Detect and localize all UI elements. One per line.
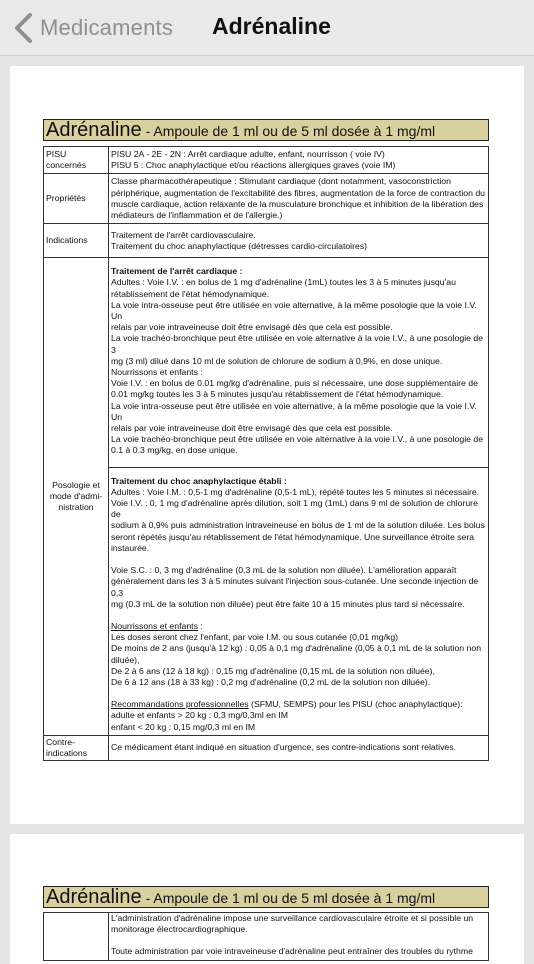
text-line: Classe pharmacothérapeutique : Stimulant cardiaque (dont notamment, vasoconstriction xyxy=(111,176,451,187)
section-title: Traitement de l'arrêt cardiaque : xyxy=(111,266,243,277)
enfants-heading xyxy=(111,621,486,632)
underlined-title: Recommandations professionnelles xyxy=(111,699,249,710)
chevron-left-icon xyxy=(10,10,36,46)
drug-name: Adrénaline xyxy=(46,886,142,908)
text-line: mg (3 ml) dilué dans 10 ml de solution de chlorure de sodium à 0,9%, en dose unique. xyxy=(111,355,443,366)
row-label-proprietes: Propriétés xyxy=(44,174,109,224)
drug-subtitle: - Ampoule de 1 ml ou de 5 ml dosée à 1 mg/ml xyxy=(145,123,436,139)
row-content-continued xyxy=(109,913,489,961)
text-line: La voie trachéo-bronchique peut être utilisée en voie alternative à la voie I.V., à une posologie de 3 xyxy=(111,333,484,355)
text-line: monitorage électrocardiographique. xyxy=(111,924,248,935)
text-line: adulte et enfants > 20 kg : 0,3 mg/0,3ml en IM xyxy=(111,710,288,721)
row-label-empty xyxy=(44,913,109,961)
drug-subtitle: - Ampoule de 1 ml ou de 5 ml dosée à 1 mg/ml xyxy=(145,890,436,906)
text-line: La voie trachéo-bronchique peut être utilisée en voie alternative à la voie I.V., à une posologie de xyxy=(111,434,484,445)
drug-header xyxy=(43,119,489,141)
table-row xyxy=(44,913,489,961)
text-line: sodium à 0,9% puis administration intraveineuse en bolus de 1 ml de la solution diluée. Les bolus xyxy=(111,520,485,531)
monograph-table-continued xyxy=(43,912,489,961)
text-line: relais par voie intraveineuse doit être envisagé dès que cela est possible. xyxy=(111,423,393,434)
table-row-pisu xyxy=(44,147,489,174)
drug-header xyxy=(43,886,489,908)
text-line: L'administration d'adrénaline impose une surveillance cardiovasculaire étroite et si possible un xyxy=(111,913,474,923)
row-content-pisu xyxy=(109,147,489,174)
row-label-pisu xyxy=(44,147,109,174)
text-line: Traitement de l'arrêt cardiovasculaire. xyxy=(111,229,256,240)
section-title: Traitement du choc anaphylactique établi : xyxy=(111,475,287,486)
table-row-posologie xyxy=(44,258,489,736)
text-line: La voie intra-osseuse peut être utilisée en voie alternative, à la même posologie que la voie I.V. Un xyxy=(111,400,477,422)
text-line: médiateurs de l'inflammation et de l'allergie.) xyxy=(111,210,283,221)
drug-name: Adrénaline xyxy=(46,119,142,141)
reco-heading xyxy=(111,699,486,710)
row-label-indications: Indications xyxy=(44,224,109,258)
text-line: périphérique, augmentation de l'excitabilité des fibres, augmentation de la force de contraction du xyxy=(111,187,486,198)
document-page-2 xyxy=(10,834,524,964)
text-line: La voie intra-osseuse peut être utilisée en voie alternative, à la même posologie que la voie I.V. Un xyxy=(111,299,477,322)
text-line: Voie S.C. : 0, 3 mg d'adrénaline (0,3 mL de la solution non diluée). L'amélioration apparaît xyxy=(111,565,457,576)
title-suffix: (SFMU, SEMPS) pour les PISU (choc anaphylactique): xyxy=(248,699,463,710)
back-button[interactable] xyxy=(10,8,173,48)
row-label-posologie xyxy=(44,258,109,736)
navigation-bar xyxy=(0,0,534,56)
label-line: concernés xyxy=(46,160,87,171)
text-line: Les doses seront chez l'enfant, par voie I.M. ou sous cutanée (0,01 mg/kg) xyxy=(111,632,399,643)
text-line: PISU 5 : Choc anaphylactique et/ou réactions allergiques graves (voie IM) xyxy=(111,160,396,171)
label-line: Contre- xyxy=(46,736,75,747)
text-line: muscle cardiaque, action relaxante de la musculature bronchique et inhibition de la libération des xyxy=(111,198,484,209)
text-line: seront répétés jusqu'au rétablissement de l'état hémodynamique. Une surveillance étroite sera xyxy=(111,531,475,542)
text-line: De 6 à 12 ans (18 à 33 kg) : 0,2 mg d'adrénaline (0,2 mL de la solution non diluée). xyxy=(111,676,431,687)
text-line: mg (0.3 mL de la solution non diluée) peut être faite 10 à 15 minutes plus tard si nécessaire. xyxy=(111,598,465,609)
text-line: généralement dans les 3 à 5 minutes suivant l'injection sous-cutanée. Une seconde injection de 0,3 xyxy=(111,576,479,598)
text-line: PISU 2A - 2E - 2N : Arrêt cardiaque adulte, enfant, nourrisson ( voie IV) xyxy=(111,149,385,159)
text-line: relais par voie intraveineuse doit être envisagé dès que cela est possible. xyxy=(111,322,393,333)
table-row-proprietes xyxy=(44,174,489,224)
spacer xyxy=(111,554,486,565)
text-line: instaurée. xyxy=(111,542,150,553)
label-line: Posologie et xyxy=(52,479,100,490)
page-title: Adrénaline xyxy=(212,13,331,39)
label-line: nistration xyxy=(58,502,94,513)
label-line: mode d'admi- xyxy=(49,490,103,501)
spacer xyxy=(111,610,486,621)
document-page-1 xyxy=(10,66,524,824)
text-line: Voie I.V. : 0, 1 mg d'adrénaline après dilution, soit 1 mg (1mL) dans 9 ml de solution de chlorure de xyxy=(111,498,478,520)
text-line: Traitement du choc anaphylactique (détresses cardio-circulatoires) xyxy=(111,240,368,251)
monograph-table xyxy=(43,146,489,761)
label-line: indications xyxy=(46,747,88,758)
label-line: PISU xyxy=(46,149,67,159)
text-line: Voie I.V. : en bolus de 0.01 mg/kg d'adrénaline, puis si nécessaire, une dose supplémentaire de xyxy=(111,378,478,389)
text-line: rétablissement de l'état hémodynamique. xyxy=(111,288,270,299)
table-row-contre-indications xyxy=(44,735,489,760)
text-line: 0.01 mg/kg toutes les 3 à 5 minutes jusqu'au rétablissement de l'état hémodynamique. xyxy=(111,389,444,400)
row-content-contre-indications: Ce médicament étant indiqué en situation d'urgence, ses contre-indications sont relatives. xyxy=(109,735,489,760)
text-line: enfant < 20 kg : 0,15 mg/0,3 ml en IM xyxy=(111,721,256,732)
spacer xyxy=(111,935,486,946)
text-line: Toute administration par voie intraveineuse d'adrénaline peut entraîner des troubles du rythme xyxy=(111,946,473,957)
text-line: Adultes : Voie I.M. : 0,5-1 mg d'adrénaline (0,5-1 mL), répété toutes les 5 minutes si nécessaire. xyxy=(111,486,480,497)
table-row-indications xyxy=(44,224,489,258)
section-arret-cardiaque xyxy=(111,266,486,466)
title-suffix: : xyxy=(197,620,203,631)
text-line: diluée), xyxy=(111,654,140,665)
row-label-contre-indications xyxy=(44,735,109,760)
underlined-title: Nourrissons et enfants xyxy=(111,620,198,631)
text-line: Nourrissons et enfants : xyxy=(111,367,203,378)
row-content-indications xyxy=(109,224,489,258)
text-line: De 2 à 6 ans (12 à 18 kg) : 0,15 mg d'adrénaline (0,15 mL de la solution non diluée), xyxy=(111,665,435,676)
row-content-proprietes xyxy=(109,174,489,224)
section-choc-anaphylactique xyxy=(109,467,488,733)
back-button-label: Medicaments xyxy=(40,15,174,40)
text-line: Adultes : Voie I.V. : en bolus de 1 mg d'adrénaline (1mL) toutes les 3 à 5 minutes jusqu'au xyxy=(111,277,456,288)
row-content-posologie xyxy=(109,258,489,736)
text-line: De moins de 2 ans (jusqu'à 12 kg) : 0,05 à 0,1 mg d'adrénaline (0,05 à 0,1 mL de la solution non xyxy=(111,643,482,654)
spacer xyxy=(111,688,486,699)
text-line: 0.1 à 0.3 mg/kg, en dose unique. xyxy=(111,445,238,456)
